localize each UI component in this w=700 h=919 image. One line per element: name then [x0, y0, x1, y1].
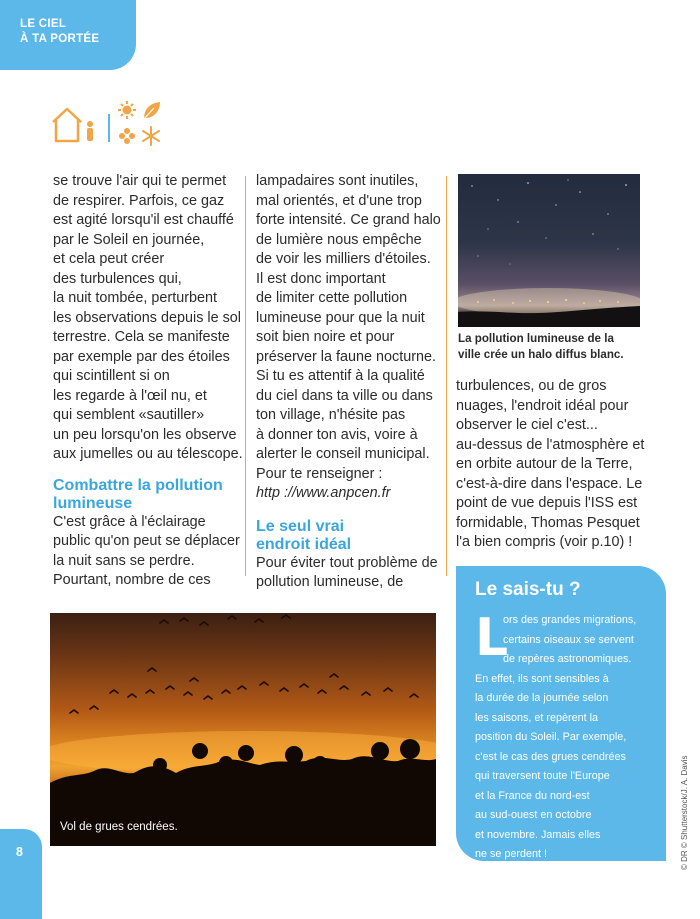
- text-line: terrestre. Cela se manifeste: [53, 329, 230, 345]
- text-line: et cela peut créer: [53, 251, 165, 267]
- heading-light-pollution-2: lumineuse: [53, 494, 133, 512]
- text-line: Pourtant, nombre de ces: [53, 572, 211, 588]
- box-line: c'est le cas des grues cendrées: [475, 750, 626, 763]
- text-line: pollution lumineuse, de: [256, 574, 404, 590]
- box-line: ors des grandes migrations,: [503, 614, 637, 626]
- text-line: aux jumelles ou au télescope.: [53, 446, 243, 462]
- text-line: Pour éviter tout problème de: [256, 554, 438, 571]
- text-line: lampadaires sont inutiles,: [256, 173, 419, 189]
- text-line: de respirer. Parfois, ce gaz: [53, 192, 225, 209]
- text-line: forte intensité. Ce grand halo: [256, 212, 441, 228]
- text-line: à donner ton avis, voire à: [256, 426, 418, 443]
- sun-icon: [118, 101, 136, 119]
- text-line: lumineuse pour que la nuit: [256, 309, 425, 326]
- heading-ideal-place-2: endroit idéal: [256, 535, 352, 553]
- box-line: au sud-ouest en octobre: [475, 809, 592, 821]
- house-icon: [53, 109, 81, 141]
- box-line: certains oiseaux se servent: [503, 633, 634, 646]
- anpcen-link[interactable]: http ://www.anpcen.fr: [256, 485, 391, 501]
- text-line: la nuit tombée, perturbent: [53, 290, 217, 306]
- text-line: au-dessus de l'atmosphère et: [456, 436, 645, 453]
- photo-credit: © DR © Shutterstock/J. A. Davis: [680, 755, 689, 870]
- light-pollution-photo: [458, 174, 640, 327]
- did-you-know-body: [475, 608, 663, 865]
- text-line: Pour te renseigner :: [256, 465, 383, 482]
- text-line: les regarde à l'œil nu, et: [53, 387, 207, 404]
- person-icon: [87, 121, 93, 141]
- column-2: [256, 172, 446, 593]
- box-line: de repères astronomiques.: [503, 653, 632, 665]
- text-line: qui scintillent si on: [53, 368, 170, 384]
- drop-cap: L: [475, 608, 509, 668]
- column-divider: [446, 176, 447, 576]
- text-line: point de vue depuis l'ISS est: [456, 495, 638, 511]
- column-divider: [245, 176, 246, 576]
- text-line: se trouve l'air qui te permet: [53, 173, 227, 189]
- box-line: et novembre. Jamais elles: [475, 828, 601, 841]
- heading-light-pollution: Combattre la pollution: [53, 476, 223, 494]
- text-line: qui semblent «sautiller»: [53, 407, 205, 423]
- text-line: est agité lorsqu'il est chauffé: [53, 212, 234, 228]
- text-line: C'est grâce à l'éclairage: [53, 513, 206, 530]
- section-tab-line2: À TA PORTÉE: [20, 33, 100, 45]
- did-you-know-box: [456, 566, 666, 861]
- caption-line: ville crée un halo diffus blanc.: [458, 348, 624, 361]
- text-line: les observations depuis le sol: [53, 309, 241, 326]
- page-number-tab: [0, 829, 42, 919]
- flower-icon: [119, 128, 135, 144]
- text-line: la nuit sans se perdre.: [53, 552, 195, 569]
- text-line: préserver la faune nocturne.: [256, 348, 436, 365]
- text-line: nuages, l'endroit idéal pour: [456, 397, 629, 414]
- light-pollution-caption: [458, 331, 644, 363]
- box-line: et la France du nord-est: [475, 789, 590, 802]
- city-night-illustration: [458, 174, 640, 327]
- cranes-photo: [50, 613, 436, 846]
- text-line: c'est-à-dire dans l'espace. Le: [456, 475, 643, 492]
- text-line: de limiter cette pollution: [256, 290, 408, 306]
- did-you-know-title: Le sais-tu ?: [475, 579, 581, 600]
- category-icons: [50, 100, 165, 148]
- text-line: du ciel dans ta ville ou dans: [256, 387, 433, 404]
- section-tab: [0, 0, 136, 70]
- text-line: Si tu es attentif à la qualité: [256, 368, 425, 384]
- page-number: 8: [16, 845, 23, 859]
- box-line: la durée de la journée selon: [475, 692, 609, 704]
- leaf-icon: [143, 102, 160, 120]
- text-line: turbulences, ou de gros: [456, 378, 607, 394]
- text-line: de voir les milliers d'étoiles.: [256, 251, 431, 267]
- cranes-caption: Vol de grues cendrées.: [60, 821, 178, 833]
- box-line: qui traversent toute l'Europe: [475, 770, 610, 782]
- text-line: des turbulences qui,: [53, 270, 182, 287]
- text-line: par le Soleil en journée,: [53, 231, 205, 248]
- text-line: soit bien noire et pour: [256, 329, 395, 345]
- text-line: de lumière nous empêche: [256, 231, 422, 248]
- text-line: ton village, n'hésite pas: [256, 407, 406, 423]
- section-tab-line1: LE CIEL: [20, 18, 67, 30]
- box-line: les saisons, et repèrent la: [475, 711, 599, 724]
- text-line: alerter le conseil municipal.: [256, 446, 430, 462]
- text-line: public qu'on peut se déplacer: [53, 533, 240, 549]
- text-line: Il est donc important: [256, 270, 386, 287]
- text-line: mal orientés, et d'une trop: [256, 192, 422, 209]
- text-line: par exemple par des étoiles: [53, 348, 230, 365]
- text-line: formidable, Thomas Pesquet: [456, 514, 640, 531]
- box-line: position du Soleil. Par exemple,: [475, 731, 627, 743]
- text-line: l'a bien compris (voir p.10) !: [456, 534, 633, 550]
- caption-line: La pollution lumineuse de la: [458, 332, 614, 345]
- column-3: [456, 377, 651, 553]
- text-line: en orbite autour de la Terre,: [456, 456, 633, 472]
- snowflake-icon: [143, 127, 159, 145]
- heading-ideal-place: Le seul vrai: [256, 517, 345, 535]
- box-line: ne se perdent !: [475, 848, 548, 860]
- text-line: observer le ciel c'est...: [456, 417, 598, 433]
- divider: [108, 114, 110, 142]
- column-1: [53, 172, 243, 591]
- box-line: En effet, ils sont sensibles à: [475, 672, 609, 685]
- text-line: un peu lorsqu'on les observe: [53, 426, 237, 443]
- cranes-sunset-illustration: [50, 613, 436, 846]
